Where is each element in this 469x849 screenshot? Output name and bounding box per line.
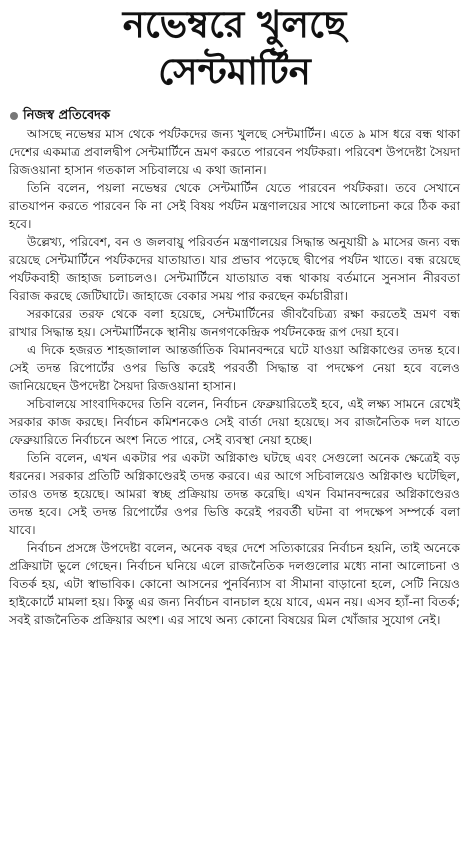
- paragraph: সচিবালয়ে সাংবাদিকদের তিনি বলেন, নির্বাচন ফেব্রুয়ারিতেই হবে, এই লক্ষ্য সামনে রেখেই সরকার কাজ করছে। নির্বাচন কমিশনকেও সেই বার্তা দেয়া হয়েছে। সব রাজনৈতিক দল যাতে ফেব্রুয়ারিতে নির্বাচনে অংশ নিতে পারে, সেই ব্যবস্থা নেয়া হচ্ছে।: [9, 396, 460, 447]
- paragraph: তিনি বলেন, এখন একটার পর একটা অগ্নিকাণ্ড ঘটছে এবং সেগুলো অনেক ক্ষেত্রেই বড় ধরনের। সরকার প্রতিটি অগ্নিকাণ্ডেরই তদন্ত করবে। এর আগে সচিবালয়েও অগ্নিকাণ্ড ঘটেছিল, তারও তদন্ত হয়েছে। আমরা স্বচ্ছ প্রক্রিয়ায় তদন্ত করেছি। এখন বিমানবন্দরের অগ্নিকাণ্ডেরও তদন্ত হবে। সেই তদন্ত রিপোর্টের ওপর ভিত্তি করেই পরবর্তী ঘটনা বা পদক্ষেপ সম্পর্কে বলা যাবে।: [9, 450, 460, 537]
- paragraph: তিনি বলেন, পয়লা নভেম্বর থেকে সেন্টমার্টিন যেতে পারবেন পর্যটকরা। তবে সেখানে রাতযাপন করতে পারবেন কি না সেই বিষয় পর্যটন মন্ত্রণালয়ের সাথে আলোচনা করে ঠিক করা হবে।: [9, 180, 460, 231]
- headline: [9, 0, 460, 92]
- byline: [9, 108, 460, 124]
- headline-line-1: নভেম্বরে খুলছে: [122, 3, 347, 46]
- paragraph: উল্লেখ্য, পরিবেশ, বন ও জলবায়ু পরিবর্তন মন্ত্রণালয়ের সিদ্ধান্ত অনুযায়ী ৯ মাসের জন্য বন্ধ রয়েছে সেন্টমার্টিনে পর্যটকদের যাতায়াত। যার প্রভাব পড়েছে দ্বীপের পর্যটন খাতে। বন্ধ রয়েছে পর্যটকবাহী জাহাজ চলাচলও। সেন্টমার্টিনে যাতায়াত বন্ধ থাকায় বর্তমানে সুনসান নীরবতা বিরাজ করছে জেটিঘাটে। জাহাজে বেকার সময় পার করছেন কর্মচারীরা।: [9, 234, 460, 303]
- paragraph: নির্বাচন প্রসঙ্গে উপদেষ্টা বলেন, অনেক বছর দেশে সত্যিকারের নির্বাচন হয়নি, তাই অনেকে প্রক্রিয়াটা ভুলে গেছেন। নির্বাচন ঘনিয়ে এলে রাজনৈতিক দলগুলোর মধ্যে নানা আলোচনা ও বিতর্ক হয়, এটা স্বাভাবিক। কোনো আসনের পুনর্বিন্যাস বা সীমানা বাড়ানো হলে, সেটি নিয়েও হাইকোর্টে মামলা হয়। কিন্তু এর জন্য নির্বাচন বানচাল হয়ে যাবে, এমন নয়। এসব হ্যাঁ-না বিতর্ক; সবই রাজনৈতিক প্রক্রিয়ার অংশ। এর সাথে অন্য কোনো বিষয়ের মিল খোঁজার সুযোগ নেই।: [9, 540, 460, 627]
- byline-text: নিজস্ব প্রতিবেদক: [23, 107, 111, 123]
- paragraph: আসছে নভেম্বর মাস থেকে পর্যটকদের জন্য খুলছে সেন্টমার্টিন। এতে ৯ মাস ধরে বন্ধ থাকা দেশের একমাত্র প্রবালদ্বীপ সেন্টমার্টিনে ভ্রমণ করতে পারবেন পর্যটকরা। পরিবেশ উপদেষ্টা সৈয়দা রিজওয়ানা হাসান গতকাল সচিবালয়ে এ কথা জানান।: [9, 126, 460, 177]
- bullet-icon: [10, 112, 18, 120]
- paragraph: সরকারের তরফ থেকে বলা হয়েছে, সেন্টমার্টিনের জীববৈচিত্র্য রক্ষা করতেই ভ্রমণ বন্ধ রাখার সিদ্ধান্ত হয়। সেন্টমার্টিনকে স্থানীয় জনগণকেন্দ্রিক পর্যটনকেন্দ্র রূপ দেয়া হবে।: [9, 306, 460, 339]
- paragraph: এ দিকে হজরত শাহজালাল আন্তর্জাতিক বিমানবন্দরে ঘটে যাওয়া অগ্নিকাণ্ডের তদন্ত হবে। সেই তদন্ত রিপোর্টের ওপর ভিত্তি করেই পরবর্তী সিদ্ধান্ত বা পদক্ষেপ নেয়া হবে বলেও জানিয়েছেন উপদেষ্টা সৈয়দা রিজওয়ানা হাসান।: [9, 342, 460, 393]
- article-body: [9, 125, 460, 629]
- headline-line-2: সেন্টমার্টিন: [158, 49, 311, 93]
